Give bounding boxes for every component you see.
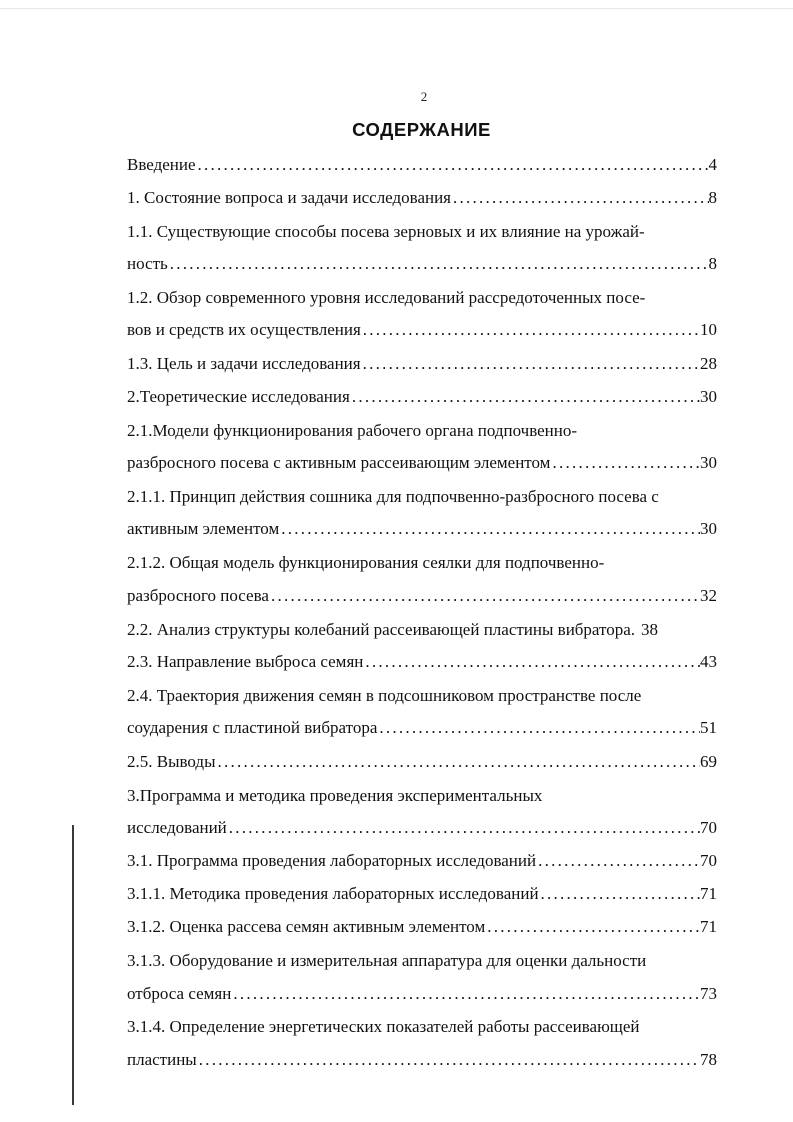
toc-entry [127, 718, 717, 744]
toc-entry-text: вов и средств их осуществления [127, 320, 361, 339]
toc-entry-text: 1.3. Цель и задачи исследования [127, 354, 361, 373]
toc-entry-page: 30 [700, 453, 717, 472]
toc-entry-page: 51 [700, 718, 717, 737]
toc-entry [127, 320, 717, 346]
toc-entry-text: 2.5. Выводы [127, 752, 216, 771]
toc-entry-text: разбросного посева с активным рассеивающим элементом [127, 453, 551, 472]
toc-entry-text: 3.1.1. Методика проведения лабораторных исследований [127, 884, 539, 903]
toc-entry [127, 818, 717, 844]
toc-entry-text: 3.1.2. Оценка рассева семян активным элементом [127, 917, 486, 936]
toc-entry-first-line: 1.2. Обзор современного уровня исследований рассредоточенных посе- [127, 288, 646, 307]
page-number: 2 [420, 89, 428, 104]
toc-entry-page: 4 [708, 155, 717, 174]
toc-entry-text: соударения с пластиной вибратора [127, 718, 378, 737]
toc-entry [127, 652, 717, 678]
scan-edge-left [72, 825, 74, 1105]
toc-entry [127, 984, 717, 1010]
toc-entry [127, 387, 717, 413]
toc-entry [127, 884, 717, 910]
toc-entry-first-line: 3.1.4. Определение энергетических показателей работы рассеивающей [127, 1017, 640, 1036]
toc-entry-page: 8 [708, 188, 717, 207]
toc-entry-page: 70 [700, 851, 717, 870]
toc-entry-page: 78 [700, 1050, 717, 1069]
toc-entry-text: 1. Состояние вопроса и задачи исследования [127, 188, 452, 207]
toc-entry [127, 453, 717, 479]
toc-entry-first-line: 2.1.2. Общая модель функционирования сеялки для подпочвенно- [127, 553, 605, 572]
toc-entry-page: 28 [700, 354, 717, 373]
toc-entry-page: 8 [708, 254, 717, 273]
page-title: СОДЕРЖАНИЕ [352, 119, 491, 140]
toc-entry-first-line: 3.Программа и методика проведения экспериментальных [127, 786, 543, 805]
toc-entry [127, 586, 717, 612]
toc-entry [127, 752, 717, 778]
toc-entry-page: 10 [700, 320, 717, 339]
toc-entry-text: активным элементом [127, 519, 280, 538]
toc-entry-first-line: 1.1. Существующие способы посева зерновых и их влияние на урожай- [127, 222, 645, 241]
toc-entry-text: пластины [127, 1050, 197, 1069]
toc-entry-page: 30 [700, 519, 717, 538]
toc-entry [127, 620, 717, 646]
toc-entry-page: 70 [700, 818, 717, 837]
toc-entry-first-line: 3.1.3. Оборудование и измерительная аппаратура для оценки дальности [127, 951, 647, 970]
toc-entry-text: Введение [127, 155, 196, 174]
toc-entry [127, 188, 717, 214]
toc-entry-page: 32 [700, 586, 717, 605]
scan-edge-top [0, 8, 793, 9]
toc-entry-page: 69 [700, 752, 717, 771]
toc-entry-page: 71 [700, 917, 717, 936]
toc-entry-text: отброса семян [127, 984, 232, 1003]
toc-entry [127, 519, 717, 545]
toc-entry-first-line: 2.1.Модели функционирования рабочего органа подпочвенно- [127, 421, 578, 440]
toc-entry-text: 2.2. Анализ структуры колебаний рассеивающей пластины вибратора. [127, 620, 636, 639]
toc-entry [127, 917, 717, 943]
toc-entry [127, 851, 717, 877]
toc-entry-page: 43 [700, 652, 717, 671]
toc-entry [127, 254, 717, 280]
toc-entry-page: 73 [700, 984, 717, 1003]
toc-entry-first-line: 2.1.1. Принцип действия сошника для подпочвенно-разбросного посева с [127, 487, 659, 506]
toc-entry-text: исследований [127, 818, 227, 837]
toc-entry-page: 38 [641, 620, 659, 639]
toc-entry-first-line: 2.4. Траектория движения семян в подсошниковом пространстве после [127, 686, 642, 705]
toc-entry-page: 71 [700, 884, 717, 903]
toc-entry-text: разбросного посева [127, 586, 269, 605]
toc-entry-text: 2.Теоретические исследования [127, 387, 350, 406]
toc-entry-text: ность [127, 254, 168, 273]
toc-entry-page: 30 [700, 387, 717, 406]
toc-entry-text: 2.3. Направление выброса семян [127, 652, 364, 671]
toc-entry [127, 1050, 717, 1076]
toc-entry [127, 155, 717, 181]
toc-entry-text: 3.1. Программа проведения лабораторных исследований [127, 851, 537, 870]
toc-entry [127, 354, 717, 380]
